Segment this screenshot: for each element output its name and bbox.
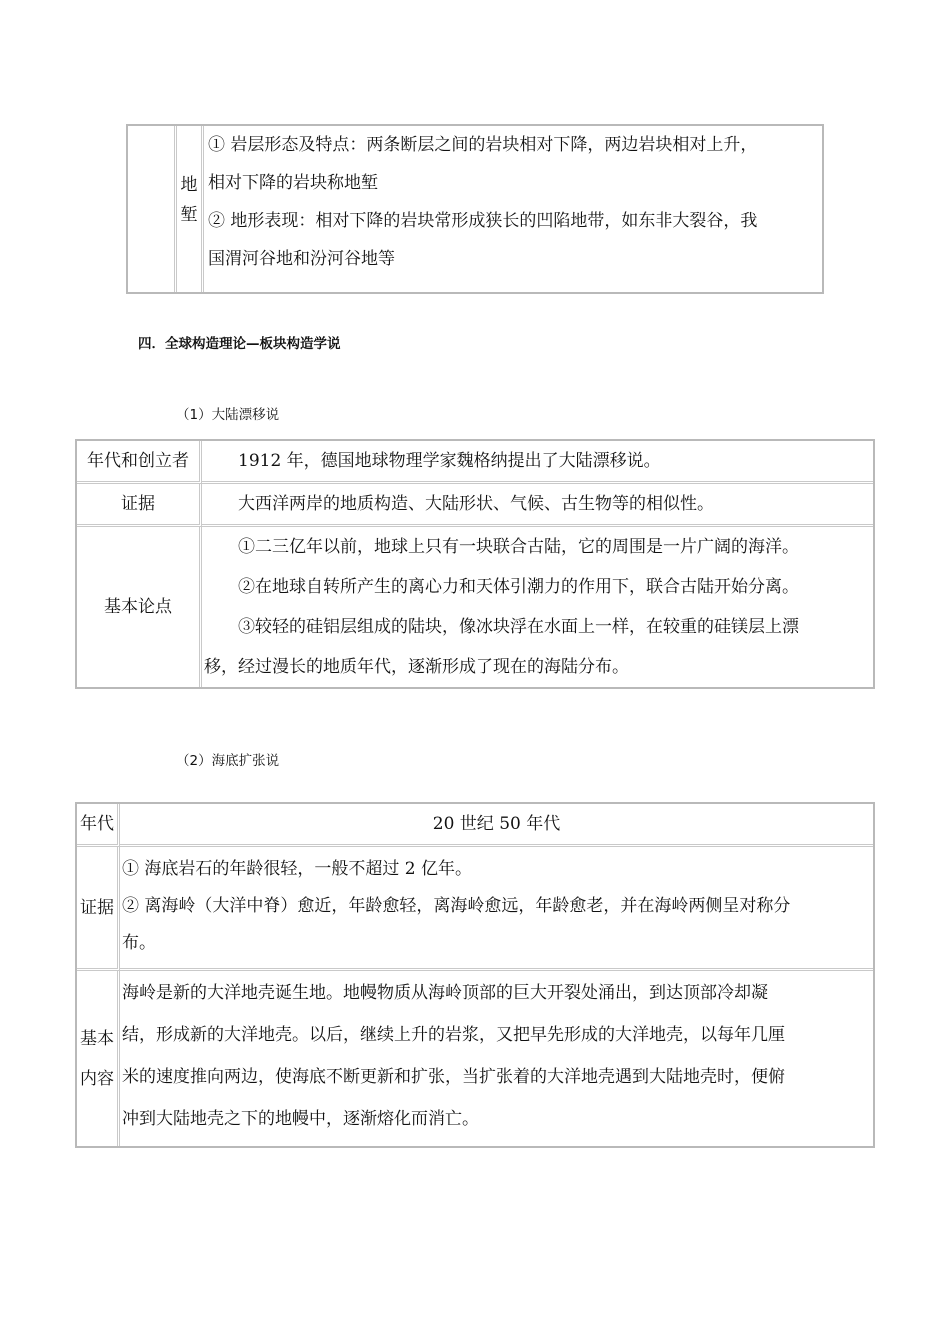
row-label: 证据: [77, 847, 120, 971]
text-line: ②在地球自转所产生的离心力和天体引潮力的作用下，联合古陆开始分离。: [238, 577, 799, 597]
empty-cell: [128, 126, 177, 292]
table-row: [77, 441, 873, 484]
section-heading: 四．全球构造理论—板块构造学说: [138, 336, 341, 352]
label-line: 内容: [80, 1068, 114, 1089]
text-line: 米的速度推向两边，使海底不断更新和扩张，当扩张着的大洋地壳遇到大陆地壳时，便俯: [122, 1067, 785, 1087]
table-row: [77, 971, 873, 1146]
table-row: [128, 126, 822, 292]
text-line: 国渭河谷地和汾河谷地等: [208, 249, 395, 269]
label-line: 基本: [80, 1028, 114, 1049]
continental-drift-table: [75, 439, 875, 689]
subtitle-continental-drift: （1）大陆漂移说: [176, 407, 280, 423]
cell-text: 1912 年，德国地球物理学家魏格纳提出了大陆漂移说。: [202, 441, 873, 484]
table-row: [77, 484, 873, 527]
cell-text: 大西洋两岸的地质构造、大陆形状、气候、古生物等的相似性。: [202, 484, 873, 527]
text-line: 冲到大陆地壳之下的地幔中，逐渐熔化而消亡。: [122, 1109, 479, 1129]
cell-text: 20 世纪 50 年代: [120, 804, 873, 847]
text-line: 相对下降的岩块称地堑: [208, 173, 378, 193]
text-line: ①二三亿年以前，地球上只有一块联合古陆，它的周围是一片广阔的海洋。: [238, 537, 799, 557]
row-label: 基本论点: [77, 527, 202, 687]
graben-description: [204, 126, 822, 292]
row-label-graben: [177, 126, 204, 292]
table-row: [77, 804, 873, 847]
cell-text: [120, 847, 873, 971]
subtitle-seafloor-spreading: （2）海底扩张说: [176, 753, 280, 769]
row-label: 年代和创立者: [77, 441, 202, 484]
table-row: [77, 847, 873, 971]
cell-text: [120, 971, 873, 1146]
text-line: ② 离海岭（大洋中脊）愈近，年龄愈轻，离海岭愈远，年龄愈老，并在海岭两侧呈对称分: [122, 896, 791, 916]
text-line: 布。: [122, 933, 156, 953]
text-line: 结，形成新的大洋地壳。以后，继续上升的岩浆，又把早先形成的大洋地壳，以每年几厘: [122, 1025, 785, 1045]
row-label: 证据: [77, 484, 202, 527]
text-line: 海岭是新的大洋地壳诞生地。地幔物质从海岭顶部的巨大开裂处涌出，到达顶部冷却凝: [122, 983, 768, 1003]
seafloor-spreading-table: [75, 802, 875, 1148]
text-line: ① 海底岩石的年龄很轻，一般不超过 2 亿年。: [122, 859, 473, 879]
text-line: ② 地形表现：相对下降的岩块常形成狭长的凹陷地带，如东非大裂谷，我: [208, 211, 758, 231]
text-line: ③较轻的硅铝层组成的陆块，像冰块浮在水面上一样，在较重的硅镁层上漂: [238, 617, 799, 637]
row-label: 年代: [77, 804, 120, 847]
label-char: 堑: [180, 205, 198, 225]
label-char: 地: [180, 175, 198, 195]
graben-table: [126, 124, 824, 294]
text-line: 移，经过漫长的地质年代，逐渐形成了现在的海陆分布。: [204, 657, 629, 677]
row-label: [77, 971, 120, 1146]
text-line: ① 岩层形态及特点：两条断层之间的岩块相对下降，两边岩块相对上升，: [208, 135, 758, 155]
cell-text: [202, 527, 873, 687]
table-row: [77, 527, 873, 687]
